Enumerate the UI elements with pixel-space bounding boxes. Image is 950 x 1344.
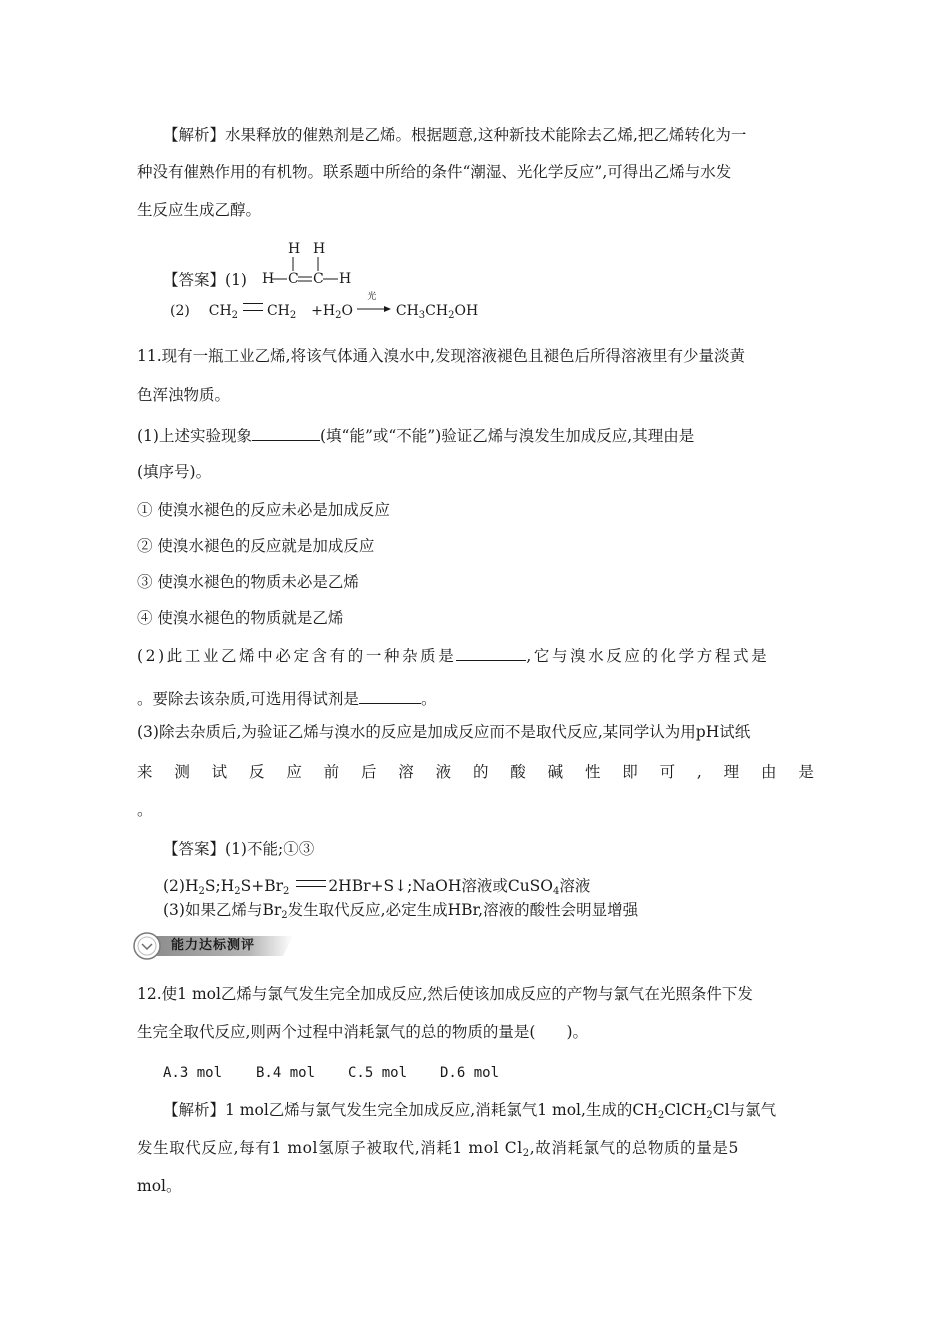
char: 碱 [547, 763, 564, 781]
q12-stem-line-2: 生完全取代反应,则两个过程中消耗氯气的总的物质的量是( )。 [137, 1023, 589, 1041]
analysis2-text: ClCH [664, 1101, 707, 1119]
atom-c: C [288, 271, 299, 287]
q11-sub2-text: 。要除去该杂质,可选用得试剂是 [137, 690, 359, 708]
analysis-text-1: 水果释放的催熟剂是乙烯。根据题意,这种新技术能除去乙烯,把乙烯转化为一 [225, 126, 747, 144]
subscript: 2 [198, 886, 205, 897]
q11-sub2-line-1 [137, 644, 769, 666]
q11-sub2-text: (2)此工业乙烯中必定含有的一种杂质是 [137, 647, 457, 665]
answer-part-1: (1) [225, 271, 247, 289]
subscript: 2 [657, 1110, 665, 1121]
answer2-text: S+Br [240, 877, 283, 895]
bond-lines [262, 240, 362, 290]
char: 应 [286, 763, 302, 781]
char: 酸 [510, 763, 526, 781]
char: , [696, 763, 702, 781]
answer-blank[interactable] [252, 424, 320, 441]
analysis2-text: 发生取代反应,每有1 mol氢原子被取代,消耗1 mol Cl [137, 1139, 523, 1157]
formula-h2o-tail: O [341, 303, 353, 319]
choice-d[interactable]: D.6 mol [440, 1065, 500, 1081]
char: 理 [723, 763, 740, 781]
analysis-label: 【解析】 [163, 1101, 226, 1119]
q11-sub1-text: (填“能”或“不能”)验证乙烯与溴发生加成反应,其理由是 [319, 427, 695, 445]
char: 的 [472, 763, 489, 781]
subscript: 2 [289, 310, 297, 321]
q11-option-1: ① 使溴水褪色的反应未必是加成反应 [137, 501, 390, 519]
q11-sub3-line-2 [137, 762, 814, 782]
q11-stem-line-2: 色浑浊物质。 [137, 386, 231, 404]
analysis-paragraph-line-3: 生反应生成乙醇。 [137, 201, 262, 219]
analysis-paragraph-line-1 [163, 125, 746, 145]
reaction-condition: 光 [367, 292, 377, 302]
answer2-line-3 [163, 900, 638, 926]
q11-sub2-text: ,它与溴水反应的化学方程式是 [526, 647, 770, 665]
analysis-label: 【解析】 [163, 126, 226, 144]
q11-option-3: ③ 使溴水褪色的物质未必是乙烯 [137, 573, 359, 591]
q11-sub1-text: (1)上述实验现象 [137, 427, 252, 445]
ethylene-structure [262, 240, 362, 290]
answer2-text: 2HBr+S↓;NaOH溶液或CuSO [328, 877, 554, 895]
q11-sub2-text: 。 [420, 690, 437, 708]
answer-equation [170, 292, 479, 326]
answer-label-1 [163, 270, 247, 290]
atom-h: H [339, 271, 352, 287]
atom-h: H [288, 241, 301, 257]
analysis2-line-3: mol。 [137, 1177, 182, 1195]
formula-h2o: +H [311, 303, 336, 319]
analysis2-text: Cl与氯气 [712, 1101, 777, 1119]
char: 测 [174, 763, 190, 781]
q12-choices [163, 1063, 499, 1083]
answer2-text: (1)不能;①③ [225, 840, 315, 858]
char: 性 [584, 763, 601, 781]
subscript: 2 [281, 910, 288, 921]
atom-h: H [262, 271, 275, 287]
subscript: 2 [448, 310, 455, 321]
char: 前 [323, 763, 340, 781]
answer-part-2: (2) [170, 303, 190, 319]
subscript: 2 [706, 1110, 713, 1121]
q11-sub1-line-1 [137, 424, 694, 446]
answer2-text: 溶液 [559, 877, 591, 895]
banner-title: 能力达标测评 [171, 938, 256, 953]
char: 试 [211, 763, 228, 781]
q12-stem-line-1: 12.使1 mol乙烯与氯气发生完全加成反应,然后使该加成反应的产物与氯气在光照条件下发 [137, 985, 753, 1003]
choice-a[interactable]: A.3 mol [163, 1065, 223, 1081]
answer-label: 【答案】 [163, 271, 226, 289]
formula-ethanol: CH [425, 303, 449, 319]
formula-ethanol: CH [395, 303, 419, 319]
char: 液 [435, 763, 452, 781]
reaction-arrow [357, 292, 391, 315]
subscript: 2 [283, 886, 290, 897]
double-bond [243, 303, 263, 311]
atom-h: H [313, 241, 326, 257]
char: 是 [798, 763, 814, 781]
q11-option-2: ② 使溴水褪色的反应就是加成反应 [137, 537, 375, 555]
answer-label: 【答案】 [163, 840, 226, 858]
analysis2-line-1 [163, 1100, 776, 1126]
answer2-text: S;H [204, 877, 235, 895]
subscript: 2 [234, 886, 241, 897]
subscript: 3 [418, 310, 426, 321]
subscript: 2 [522, 1148, 530, 1159]
section-banner [133, 932, 298, 960]
answer2-line-1 [163, 839, 314, 859]
q11-sub2-line-2 [137, 687, 436, 709]
answer2-text: (3)如果乙烯与Br [163, 901, 282, 919]
atom-c: C [313, 271, 324, 287]
q11-sub3-line-3: 。 [137, 801, 153, 819]
analysis2-text: 1 mol乙烯与氯气发生完全加成反应,消耗氯气1 mol,生成的CH [225, 1101, 658, 1119]
q11-option-4: ④ 使溴水褪色的物质就是乙烯 [137, 609, 344, 627]
char: 反 [248, 763, 265, 781]
formula-ch2: CH [208, 303, 232, 319]
q11-sub1-line-2: (填序号)。 [137, 463, 212, 481]
char: 即 [622, 763, 638, 781]
answer2-text: (2)H [163, 877, 199, 895]
answer2-line-2 [163, 876, 590, 902]
choice-c[interactable]: C.5 mol [348, 1065, 408, 1081]
char: 后 [360, 763, 377, 781]
q11-sub3-line-1: (3)除去杂质后,为验证乙烯与溴水的反应是加成反应而不是取代反应,某同学认为用pH试纸 [137, 723, 751, 741]
answer-blank[interactable] [456, 644, 526, 661]
analysis-paragraph-line-2: 种没有催熟作用的有机物。联系题中所给的条件“潮湿、光化学反应”,可得出乙烯与水发 [137, 163, 732, 181]
subscript: 2 [231, 310, 239, 321]
q11-stem-line-1: 11.现有一瓶工业乙烯,将该气体通入溴水中,发现溶液褪色且褪色后所得溶液里有少量淡黄 [137, 347, 746, 365]
answer-blank[interactable] [359, 687, 421, 704]
equals-sign [296, 880, 326, 887]
choice-b[interactable]: B.4 mol [256, 1065, 316, 1081]
char: 可 [659, 763, 676, 781]
formula-ethanol: OH [454, 303, 479, 319]
answer2-text: 发生取代反应,必定生成HBr,溶液的酸性会明显增强 [287, 901, 639, 919]
char: 溶 [398, 763, 414, 781]
analysis2-line-2 [137, 1138, 739, 1164]
subscript: 4 [553, 886, 560, 897]
analysis2-text: ,故消耗氯气的总物质的量是5 [529, 1139, 739, 1157]
char: 来 [137, 763, 153, 781]
char: 由 [761, 763, 777, 781]
subscript: 2 [335, 310, 342, 321]
formula-ch2: CH [266, 303, 290, 319]
